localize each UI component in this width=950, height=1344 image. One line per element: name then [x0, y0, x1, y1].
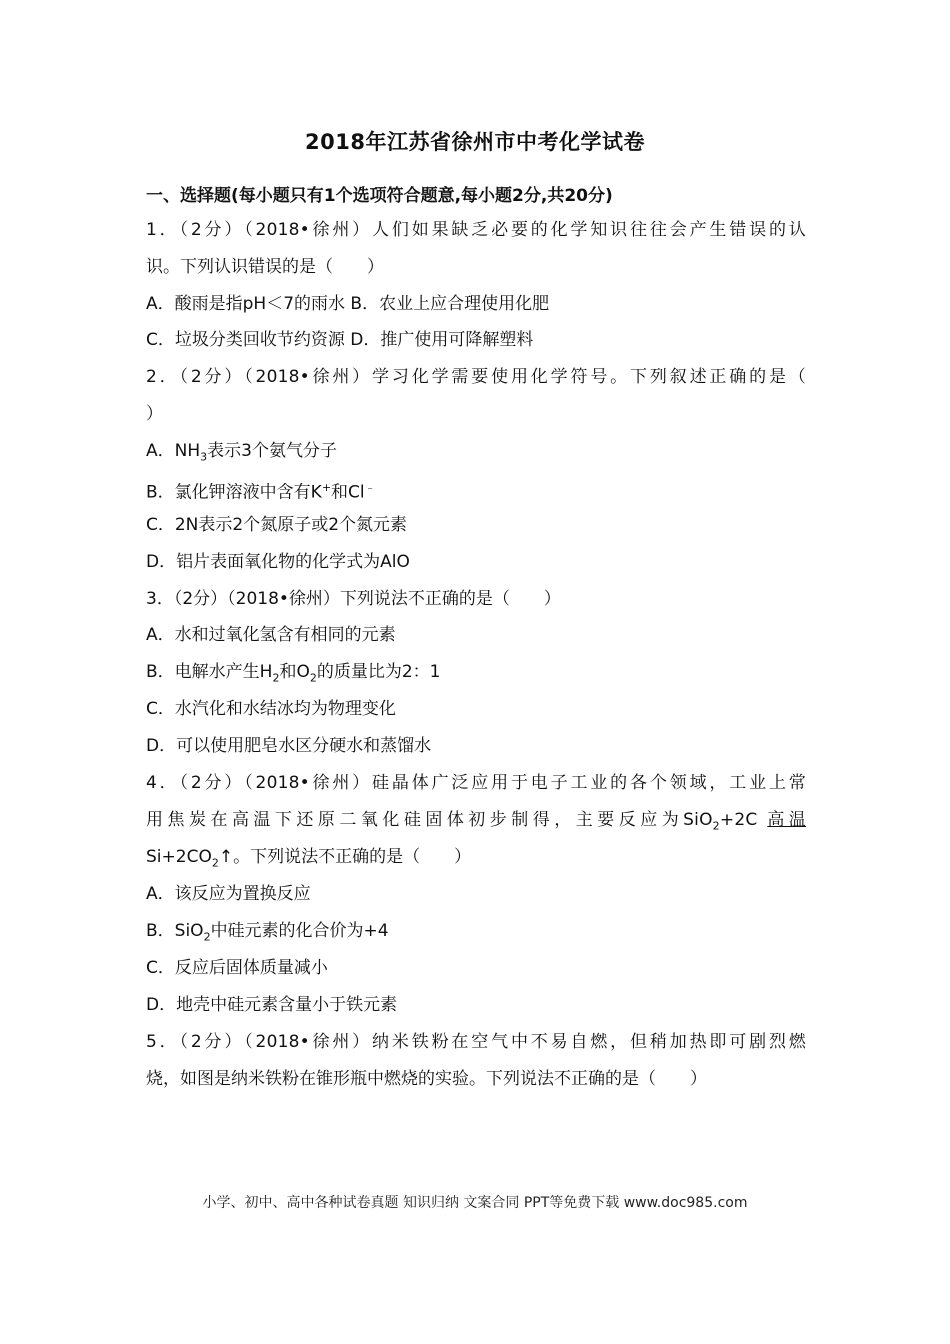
q1-options-ab: A．酸雨是指pH＜7的雨水 B．农业上应合理使用化肥 — [146, 294, 550, 314]
q3-option-c: C．水汽化和水结冰均为物理变化 — [146, 699, 396, 719]
q4-option-b: B．SiO$_2$中硅元素的化合价为+4 — [146, 921, 389, 944]
q1-stem-line2: 识。下列认识错误的是（ ） — [146, 257, 384, 277]
q3-option-a: A．水和过氧化氢含有相同的元素 — [146, 625, 396, 645]
section-heading: 一、选择题(每小题只有1个选项符合题意,每小题2分,共20分) — [146, 186, 613, 206]
q2-stem-line1: 2．（2分）（2018•徐州）学习化学需要使用化学符号。下列叙述正确的是（ — [146, 367, 806, 387]
q2-option-d: D．铝片表面氧化物的化学式为AlO — [146, 552, 410, 572]
reaction-condition: 高温 — [767, 810, 806, 830]
q2-stem-line2: ） — [146, 404, 163, 424]
q4-stem-line2: 用焦炭在高温下还原二氧化硅固体初步制得，主要反应为SiO$_2$+2C 高温 — [146, 810, 806, 833]
q3-option-b: B．电解水产生$H_2$和$O_2$的质量比为2：1 — [146, 662, 441, 685]
q4-option-c: C．反应后固体质量减小 — [146, 958, 328, 978]
q4-option-a: A．该反应为置换反应 — [146, 884, 311, 904]
page-title: 2018年江苏省徐州市中考化学试卷 — [305, 130, 645, 154]
page-footer: 小学、初中、高中各种试卷真题 知识归纳 文案合同 PPT等免费下载 www.doc985.com — [202, 1195, 748, 1211]
q1-options-cd: C．垃圾分类回收节约资源 D．推广使用可降解塑料 — [146, 330, 534, 350]
q5-stem-line2: 烧，如图是纳米铁粉在锥形瓶中燃烧的实验。下列说法不正确的是（ ） — [146, 1069, 707, 1089]
q2-option-c: C．2N表示2个氮原子或2个氮元素 — [146, 515, 408, 535]
q2-option-b: B．氯化钾溶液中含有K+和Cl﹣ — [146, 481, 376, 503]
q3-option-d: D．可以使用肥皂水区分硬水和蒸馏水 — [146, 736, 432, 756]
q3-stem: 3．（2分）（2018•徐州）下列说法不正确的是（ ） — [146, 589, 561, 609]
q5-stem-line1: 5．（2分）（2018•徐州）纳米铁粉在空气中不易自燃，但稍加热即可剧烈燃 — [146, 1032, 806, 1052]
q4-stem-line3: $Si+2CO_2↑$。下列说法不正确的是（ ） — [146, 847, 472, 870]
q2-option-a: A．$NH_3$表示3个氨气分子 — [146, 441, 337, 464]
q1-stem-line1: 1．（2分）（2018•徐州）人们如果缺乏必要的化学知识往往会产生错误的认 — [146, 220, 806, 240]
q4-option-d: D．地壳中硅元素含量小于铁元素 — [146, 995, 398, 1015]
q4-stem-line1: 4．（2分）（2018•徐州）硅晶体广泛应用于电子工业的各个领域，工业上常 — [146, 773, 806, 793]
